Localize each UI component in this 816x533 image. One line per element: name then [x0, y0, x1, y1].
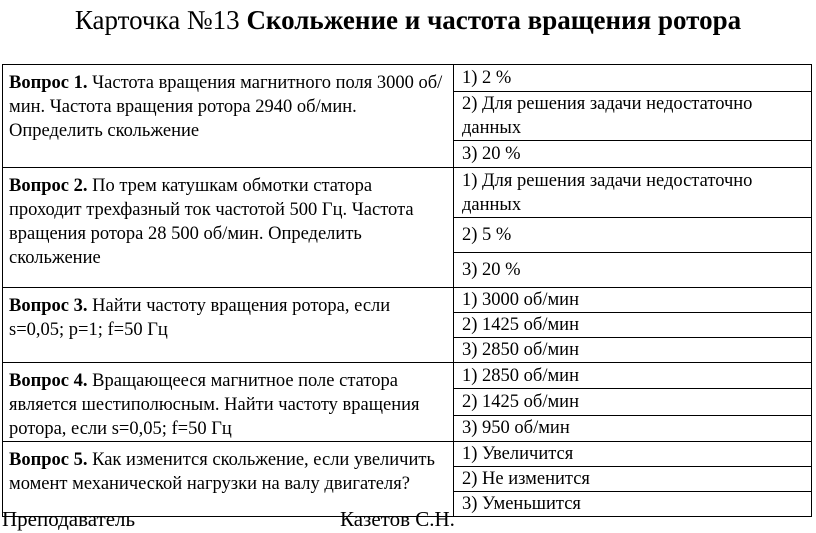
- question-row: [3, 168, 812, 218]
- answer-option[interactable]: 3) 2850 об/мин: [454, 338, 812, 363]
- answer-option[interactable]: 2) Не изменится: [454, 467, 812, 492]
- question-cell: [3, 65, 454, 168]
- question-cell: [3, 168, 454, 288]
- question-row: [3, 363, 812, 389]
- card-title: [0, 3, 816, 37]
- question-row: [3, 288, 812, 313]
- question-text: Как изменится скольжение, если увеличить момент механической нагрузки на валу двигателя?: [9, 450, 435, 494]
- answer-option[interactable]: 3) 20 %: [454, 141, 812, 168]
- answer-option[interactable]: 1) 2850 об/мин: [454, 363, 812, 389]
- question-cell: [3, 363, 454, 442]
- answer-option[interactable]: 1) Для решения задачи недостаточно данных: [454, 168, 812, 218]
- question-text: Частота вращения магнитного поля 3000 об/мин. Частота вращения ротора 2940 об/мин. Определить скольжение: [9, 73, 443, 141]
- answer-option[interactable]: 2) 1425 об/мин: [454, 389, 812, 415]
- answer-option[interactable]: 2) 1425 об/мин: [454, 313, 812, 338]
- teacher-role: Преподаватель: [2, 507, 136, 531]
- question-row: [3, 65, 812, 92]
- question-label: Вопрос 3.: [9, 296, 88, 316]
- question-text: Вращающееся магнитное поле статора является шестиполюсным. Найти частоту вращения ротора, если s=0,05; f=50 Гц: [9, 371, 420, 439]
- answer-option[interactable]: 2) Для решения задачи недостаточно данных: [454, 92, 812, 141]
- question-label: Вопрос 4.: [9, 371, 88, 391]
- answer-option[interactable]: 1) 3000 об/мин: [454, 288, 812, 313]
- card-title-prefix: Карточка №13: [74, 5, 240, 35]
- question-text: Найти частоту вращения ротора, если s=0,05; p=1; f=50 Гц: [9, 296, 391, 340]
- answer-option[interactable]: 3) 950 об/мин: [454, 415, 812, 441]
- question-text: По трем катушкам обмотки статора проходит трехфазный ток частотой 500 Гц. Частота вращения ротора 28 500 об/мин. Определить скольжение: [9, 176, 414, 268]
- question-cell: [3, 288, 454, 363]
- question-label: Вопрос 1.: [9, 73, 88, 93]
- answer-option[interactable]: 3) Уменьшится: [454, 492, 812, 517]
- card-title-topic: Скольжение и частота вращения ротора: [246, 5, 742, 35]
- question-row: [3, 442, 812, 467]
- question-label: Вопрос 2.: [9, 176, 88, 196]
- teacher-name: Казетов С.Н.: [340, 507, 455, 531]
- answer-option[interactable]: 3) 20 %: [454, 253, 812, 288]
- answer-option[interactable]: 2) 5 %: [454, 218, 812, 253]
- questions-table: [2, 64, 812, 517]
- answer-option[interactable]: 1) Увеличится: [454, 442, 812, 467]
- question-label: Вопрос 5.: [9, 450, 88, 470]
- answer-option[interactable]: 1) 2 %: [454, 65, 812, 92]
